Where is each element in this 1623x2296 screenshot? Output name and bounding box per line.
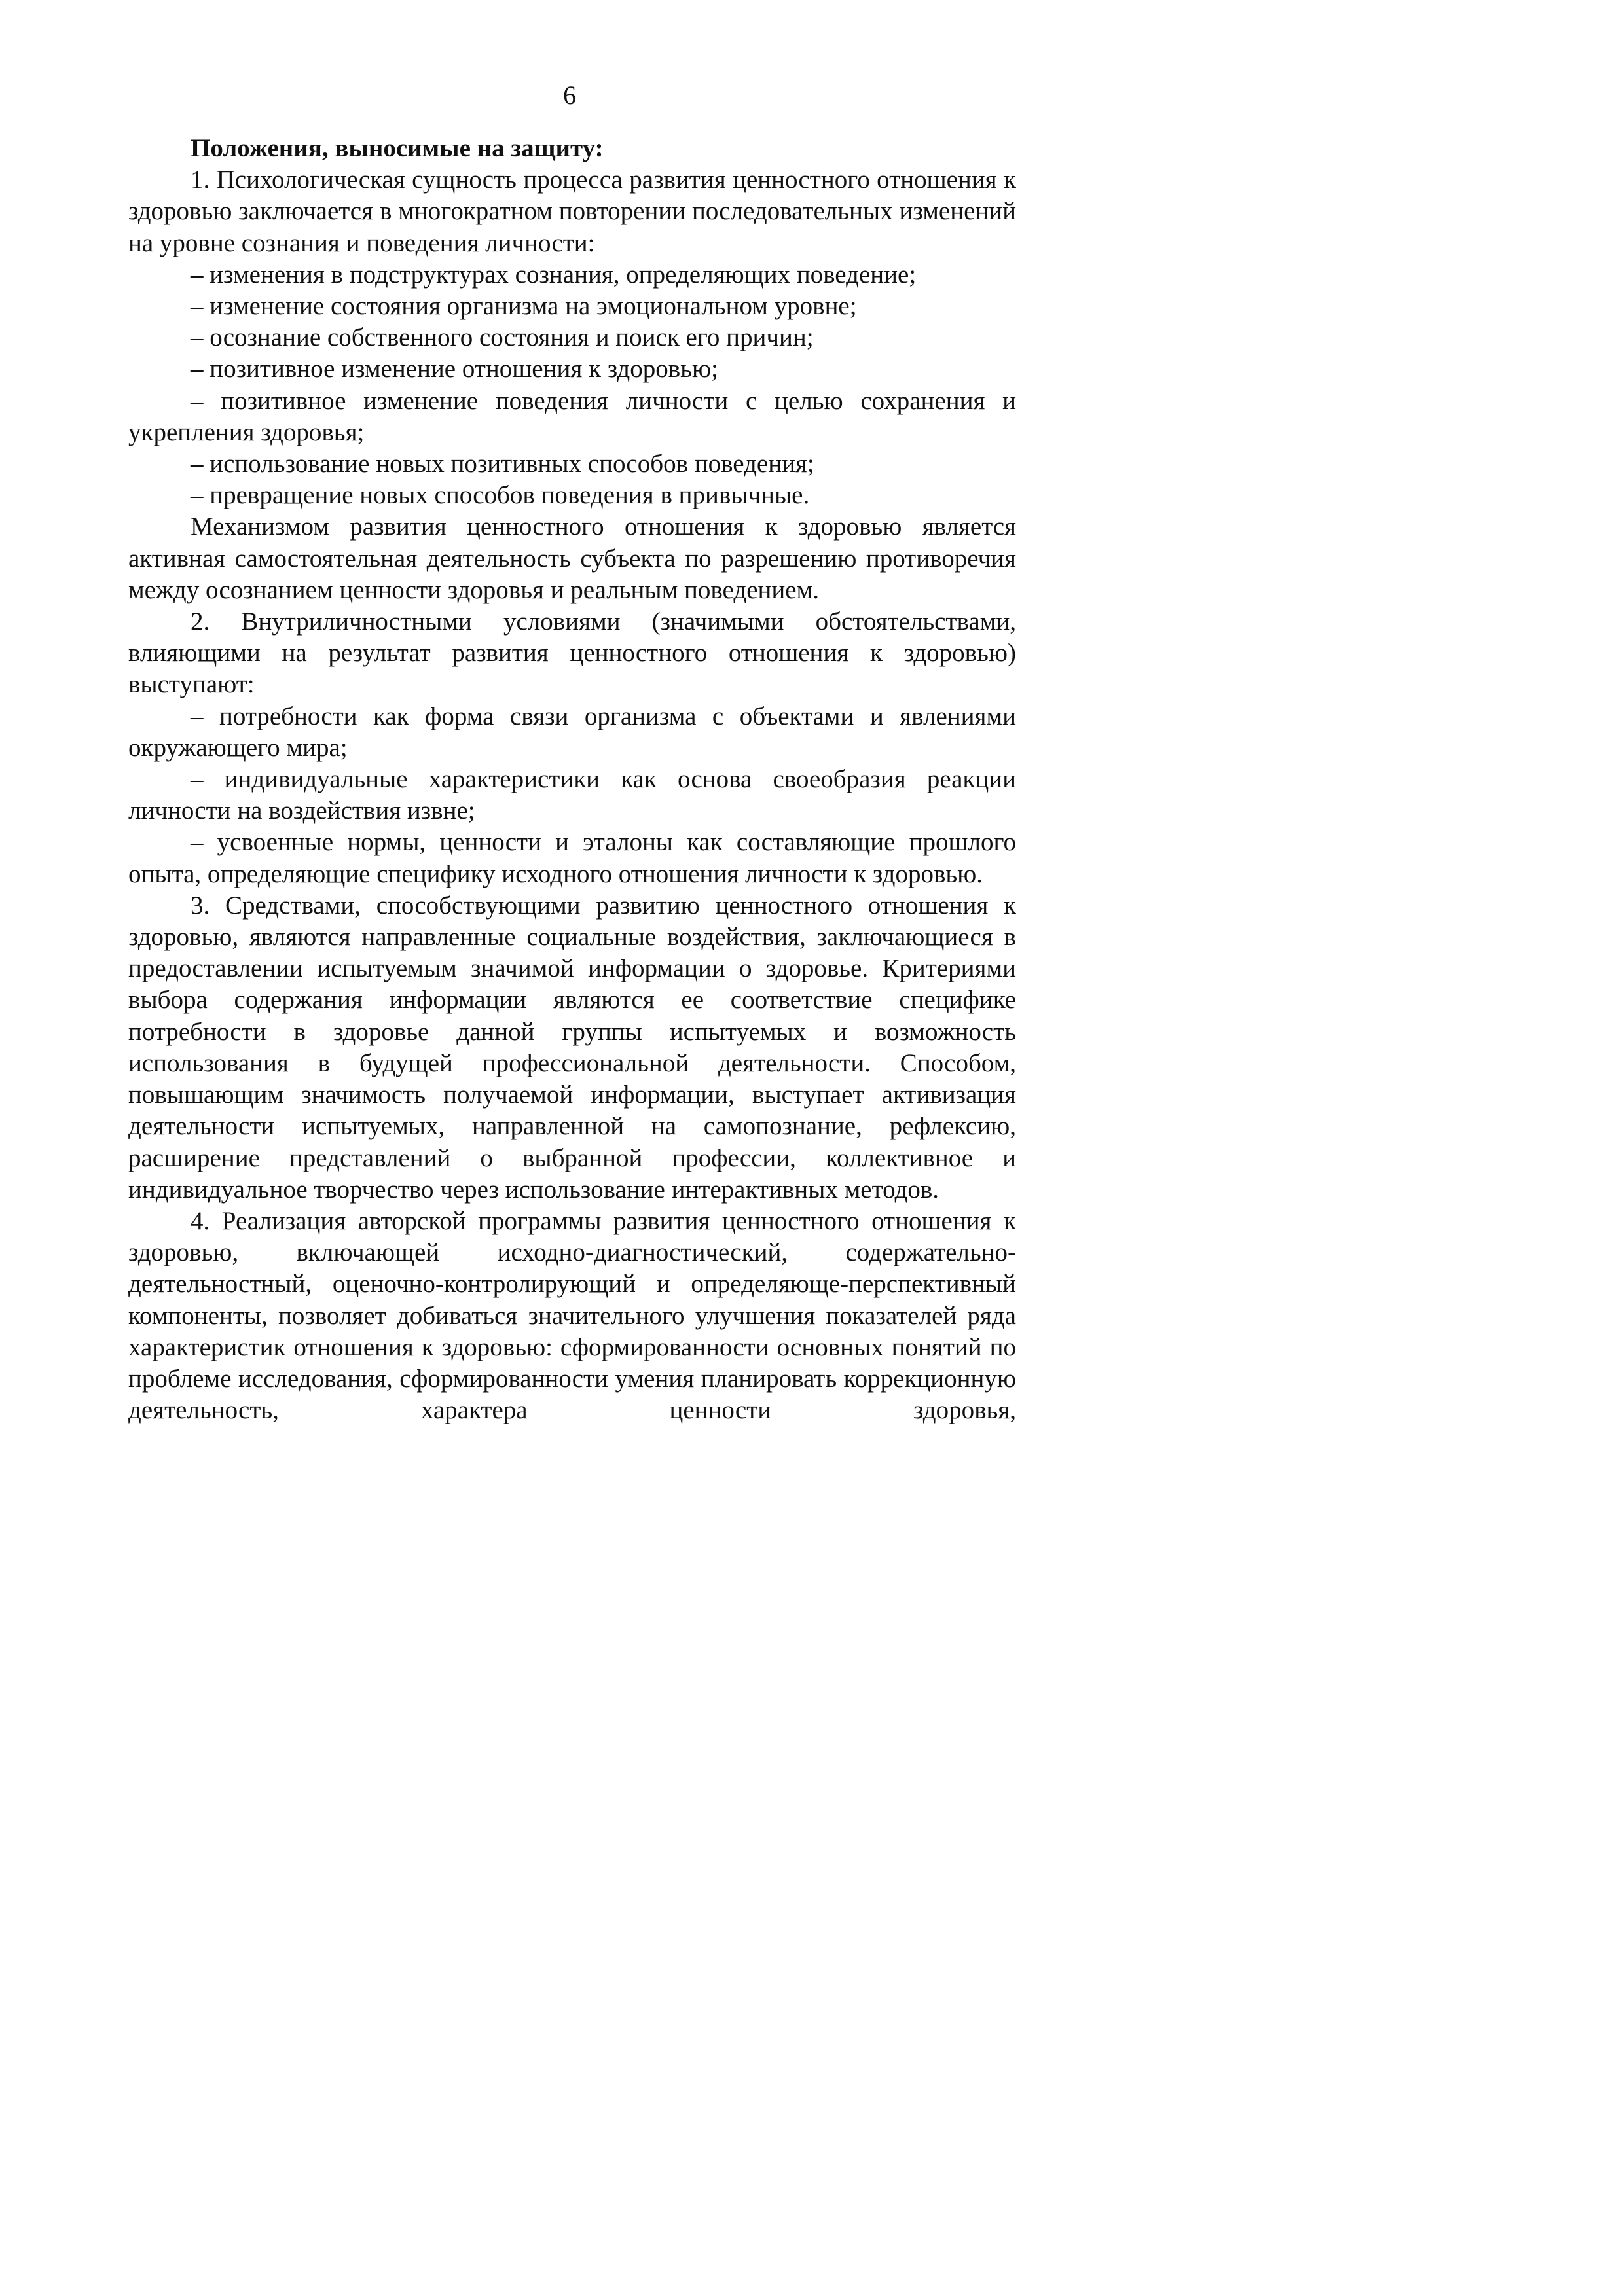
list-item: – использование новых позитивных способов поведения; (191, 450, 814, 478)
page-number: 6 (563, 81, 576, 110)
list-item: – позитивное изменение поведения личности с целью сохранения и укрепления здоровья; (128, 386, 1016, 446)
list-item: – потребности как форма связи организма с объектами и явлениями окружающего мира; (128, 702, 1016, 762)
list-item: – изменения в подструктурах сознания, определяющих поведение; (191, 260, 917, 289)
paragraph-thesis-2: 2. Внутриличностными условиями (значимыми обстоятельствами, влияющими на результат развития ценностного отношения к здоровью) выступают: (128, 607, 1016, 699)
paragraph-thesis-4: 4. Реализация авторской программы развития ценностного отношения к здоровью, включающей исходно-диагностический, содержательно-деятельностный, оценочно-контролирующий и определяюще-перспективный компоненты, позволяет добиваться значительного улучшения показателей ряда характеристик отношения к здоровью: сформированности основных понятий по проблеме исследования, сформированности умения планировать коррекционную деятельность, характера ценности здоровья, (128, 1206, 1016, 1425)
list-item: – усвоенные нормы, ценности и эталоны как составляющие прошлого опыта, определяющие специфику исходного отношения личности к здоровью. (128, 828, 1016, 888)
body-text (128, 133, 1016, 1426)
paragraph-mechanism: Механизмом развития ценностного отношения к здоровью является активная самостоятельная деятельность субъекта по разрешению противоречия между осознанием ценности здоровья и реальным поведением. (128, 512, 1016, 604)
paragraph-thesis-3: 3. Средствами, способствующими развитию ценностного отношения к здоровью, являются направленные социальные воздействия, заключающиеся в предоставлении испытуемым значимой информации о здоровье. Критериями выбора содержания информации являются ее соответствие специфике потребности в здоровье данной группы испытуемых и возможность использования в будущей профессиональной деятельности. Способом, повышающим значимость получаемой информации, выступает активизация деятельности испытуемых, направленной на самопознание, рефлексию, расширение представлений о выбранной профессии, коллективное и индивидуальное творчество через использование интерактивных методов. (128, 891, 1016, 1204)
list-item: – изменение состояния организма на эмоциональном уровне; (191, 292, 857, 321)
list-item: – индивидуальные характеристики как основа своеобразия реакции личности на воздействия извне; (128, 765, 1016, 825)
list-item: – превращение новых способов поведения в привычные. (191, 481, 810, 510)
paragraph-thesis-1: 1. Психологическая сущность процесса развития ценностного отношения к здоровью заключается в многократном повторении последовательных изменений на уровне сознания и поведения личности: (128, 166, 1016, 257)
section-heading: Положения, выносимые на защиту: (191, 134, 604, 162)
list-item: – осознание собственного состояния и поиск его причин; (191, 323, 814, 352)
list-item: – позитивное изменение отношения к здоровью; (191, 355, 718, 384)
